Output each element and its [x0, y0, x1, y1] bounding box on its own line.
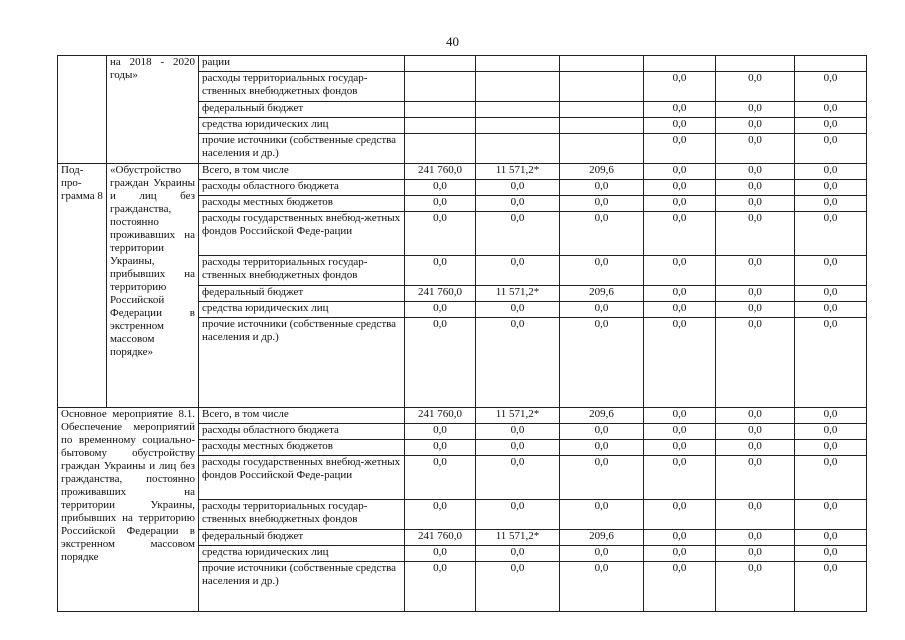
- value-cell: 0,0: [644, 72, 716, 102]
- value-cell: 0,0: [476, 302, 560, 318]
- value-cell: 0,0: [405, 424, 476, 440]
- value-cell: 0,0: [405, 302, 476, 318]
- funding-source-cell: расходы территориальных государ-ственных внебюджетных фондов: [199, 256, 405, 286]
- value-cell: 0,0: [795, 286, 867, 302]
- value-cell: 0,0: [795, 180, 867, 196]
- funding-source-cell: средства юридических лиц: [199, 302, 405, 318]
- value-cell: [476, 56, 560, 72]
- value-cell: 0,0: [560, 318, 644, 408]
- value-cell: 0,0: [405, 440, 476, 456]
- table-row: [58, 56, 867, 72]
- value-cell: 0,0: [405, 318, 476, 408]
- value-cell: [560, 134, 644, 164]
- value-cell: 0,0: [716, 500, 795, 530]
- funding-source-cell: расходы территориальных государ-ственных внебюджетных фондов: [199, 72, 405, 102]
- funding-source-cell: расходы территориальных государ-ственных внебюджетных фондов: [199, 500, 405, 530]
- value-cell: 0,0: [795, 440, 867, 456]
- value-cell: 0,0: [560, 256, 644, 286]
- value-cell: [405, 118, 476, 134]
- funding-source-cell: расходы государственных внебюд-жетных фондов Российской Феде-рации: [199, 456, 405, 500]
- value-cell: 0,0: [560, 440, 644, 456]
- value-cell: 0,0: [716, 212, 795, 256]
- value-cell: [405, 72, 476, 102]
- value-cell: 0,0: [716, 118, 795, 134]
- value-cell: 0,0: [644, 164, 716, 180]
- value-cell: 0,0: [795, 72, 867, 102]
- value-cell: 0,0: [644, 530, 716, 546]
- value-cell: [644, 56, 716, 72]
- value-cell: 0,0: [795, 408, 867, 424]
- value-cell: 209,6: [560, 530, 644, 546]
- value-cell: 209,6: [560, 286, 644, 302]
- value-cell: 0,0: [795, 102, 867, 118]
- funding-source-cell: Всего, в том числе: [199, 408, 405, 424]
- value-cell: 0,0: [644, 302, 716, 318]
- value-cell: 241 760,0: [405, 408, 476, 424]
- value-cell: 0,0: [405, 212, 476, 256]
- value-cell: 0,0: [476, 440, 560, 456]
- funding-source-cell: прочие источники (собственные средства населения и др.): [199, 134, 405, 164]
- value-cell: 0,0: [795, 212, 867, 256]
- value-cell: [405, 134, 476, 164]
- value-cell: 11 571,2*: [476, 408, 560, 424]
- value-cell: 0,0: [795, 134, 867, 164]
- value-cell: 241 760,0: [405, 286, 476, 302]
- funding-source-cell: федеральный бюджет: [199, 286, 405, 302]
- value-cell: [716, 56, 795, 72]
- value-cell: 0,0: [644, 118, 716, 134]
- value-cell: 0,0: [795, 424, 867, 440]
- funding-source-cell: расходы государственных внебюд-жетных фондов Российской Феде-рации: [199, 212, 405, 256]
- measure-name-cell: Основное мероприятие 8.1. Обеспечение мероприятий по временному социально-бытовому обустройству граждан Украины и лиц без гражданства, постоянно проживавших на территории Украины, прибывших на территорию Российской Федерации в экстренном массовом порядке: [58, 408, 199, 612]
- value-cell: 0,0: [476, 562, 560, 612]
- funding-source-cell: средства юридических лиц: [199, 546, 405, 562]
- value-cell: 0,0: [644, 546, 716, 562]
- value-cell: 0,0: [716, 408, 795, 424]
- funding-source-cell: федеральный бюджет: [199, 102, 405, 118]
- value-cell: 0,0: [405, 256, 476, 286]
- value-cell: 0,0: [716, 134, 795, 164]
- value-cell: 0,0: [644, 102, 716, 118]
- funding-source-cell: средства юридических лиц: [199, 118, 405, 134]
- table-row: [58, 408, 867, 424]
- value-cell: 0,0: [405, 546, 476, 562]
- value-cell: 0,0: [795, 562, 867, 612]
- value-cell: 0,0: [405, 196, 476, 212]
- value-cell: 0,0: [405, 180, 476, 196]
- value-cell: 0,0: [716, 256, 795, 286]
- value-cell: 0,0: [644, 212, 716, 256]
- value-cell: 0,0: [716, 164, 795, 180]
- value-cell: 209,6: [560, 164, 644, 180]
- table-row: [58, 164, 867, 180]
- value-cell: [560, 56, 644, 72]
- value-cell: 0,0: [716, 286, 795, 302]
- funding-source-cell: Всего, в том числе: [199, 164, 405, 180]
- value-cell: [476, 72, 560, 102]
- value-cell: 0,0: [795, 318, 867, 408]
- value-cell: 0,0: [560, 424, 644, 440]
- value-cell: 241 760,0: [405, 164, 476, 180]
- funding-source-cell: расходы местных бюджетов: [199, 196, 405, 212]
- value-cell: 0,0: [476, 424, 560, 440]
- value-cell: 0,0: [716, 302, 795, 318]
- value-cell: 0,0: [716, 562, 795, 612]
- value-cell: 0,0: [644, 134, 716, 164]
- value-cell: [560, 102, 644, 118]
- value-cell: 0,0: [405, 562, 476, 612]
- value-cell: 0,0: [476, 318, 560, 408]
- value-cell: 0,0: [560, 196, 644, 212]
- value-cell: 0,0: [560, 500, 644, 530]
- value-cell: 0,0: [795, 256, 867, 286]
- value-cell: [476, 102, 560, 118]
- program-name-cell: на 2018 - 2020 годы»: [107, 56, 199, 164]
- value-cell: 0,0: [476, 180, 560, 196]
- value-cell: 0,0: [560, 212, 644, 256]
- value-cell: [405, 56, 476, 72]
- value-cell: [405, 102, 476, 118]
- funding-source-cell: прочие источники (собственные средства населения и др.): [199, 318, 405, 408]
- value-cell: 11 571,2*: [476, 164, 560, 180]
- value-cell: 0,0: [716, 440, 795, 456]
- value-cell: 0,0: [476, 456, 560, 500]
- value-cell: 0,0: [644, 318, 716, 408]
- value-cell: 0,0: [795, 164, 867, 180]
- value-cell: 0,0: [644, 286, 716, 302]
- value-cell: 209,6: [560, 408, 644, 424]
- value-cell: 0,0: [644, 440, 716, 456]
- value-cell: 0,0: [644, 424, 716, 440]
- value-cell: 0,0: [476, 256, 560, 286]
- value-cell: [560, 72, 644, 102]
- value-cell: 0,0: [716, 424, 795, 440]
- value-cell: 0,0: [795, 456, 867, 500]
- value-cell: 0,0: [644, 562, 716, 612]
- value-cell: [476, 134, 560, 164]
- value-cell: 0,0: [644, 180, 716, 196]
- value-cell: 0,0: [644, 456, 716, 500]
- funding-source-cell: рации: [199, 56, 405, 72]
- funding-source-cell: прочие источники (собственные средства населения и др.): [199, 562, 405, 612]
- page-number: 40: [446, 34, 459, 49]
- value-cell: 0,0: [716, 180, 795, 196]
- value-cell: 0,0: [644, 256, 716, 286]
- value-cell: 0,0: [476, 500, 560, 530]
- value-cell: 0,0: [644, 500, 716, 530]
- value-cell: 11 571,2*: [476, 530, 560, 546]
- value-cell: 0,0: [560, 180, 644, 196]
- value-cell: 0,0: [560, 546, 644, 562]
- value-cell: 0,0: [716, 102, 795, 118]
- program-code-cell: Под-про-грамма 8: [58, 164, 107, 408]
- value-cell: 0,0: [405, 500, 476, 530]
- value-cell: 0,0: [795, 196, 867, 212]
- value-cell: 0,0: [795, 118, 867, 134]
- value-cell: [560, 118, 644, 134]
- value-cell: 0,0: [560, 456, 644, 500]
- value-cell: 0,0: [716, 546, 795, 562]
- value-cell: 0,0: [795, 500, 867, 530]
- value-cell: 0,0: [716, 196, 795, 212]
- value-cell: 0,0: [716, 456, 795, 500]
- funding-source-cell: федеральный бюджет: [199, 530, 405, 546]
- value-cell: 0,0: [560, 302, 644, 318]
- value-cell: 0,0: [644, 196, 716, 212]
- value-cell: 0,0: [476, 546, 560, 562]
- value-cell: 241 760,0: [405, 530, 476, 546]
- value-cell: 0,0: [644, 408, 716, 424]
- program-code-cell: [58, 56, 107, 164]
- value-cell: 0,0: [716, 72, 795, 102]
- value-cell: [795, 56, 867, 72]
- program-name-cell: «Обустройство граждан Украины и лиц без гражданства, постоянно проживавших на территории Украины, прибывших на территорию Российской Федерации в экстренном массовом порядке»: [107, 164, 199, 408]
- value-cell: 0,0: [476, 212, 560, 256]
- value-cell: 0,0: [795, 530, 867, 546]
- value-cell: 11 571,2*: [476, 286, 560, 302]
- value-cell: 0,0: [560, 562, 644, 612]
- budget-table: [57, 55, 867, 612]
- value-cell: 0,0: [795, 302, 867, 318]
- funding-source-cell: расходы местных бюджетов: [199, 440, 405, 456]
- value-cell: 0,0: [405, 456, 476, 500]
- funding-source-cell: расходы областного бюджета: [199, 424, 405, 440]
- value-cell: [476, 118, 560, 134]
- value-cell: 0,0: [795, 546, 867, 562]
- value-cell: 0,0: [476, 196, 560, 212]
- funding-source-cell: расходы областного бюджета: [199, 180, 405, 196]
- value-cell: 0,0: [716, 318, 795, 408]
- value-cell: 0,0: [716, 530, 795, 546]
